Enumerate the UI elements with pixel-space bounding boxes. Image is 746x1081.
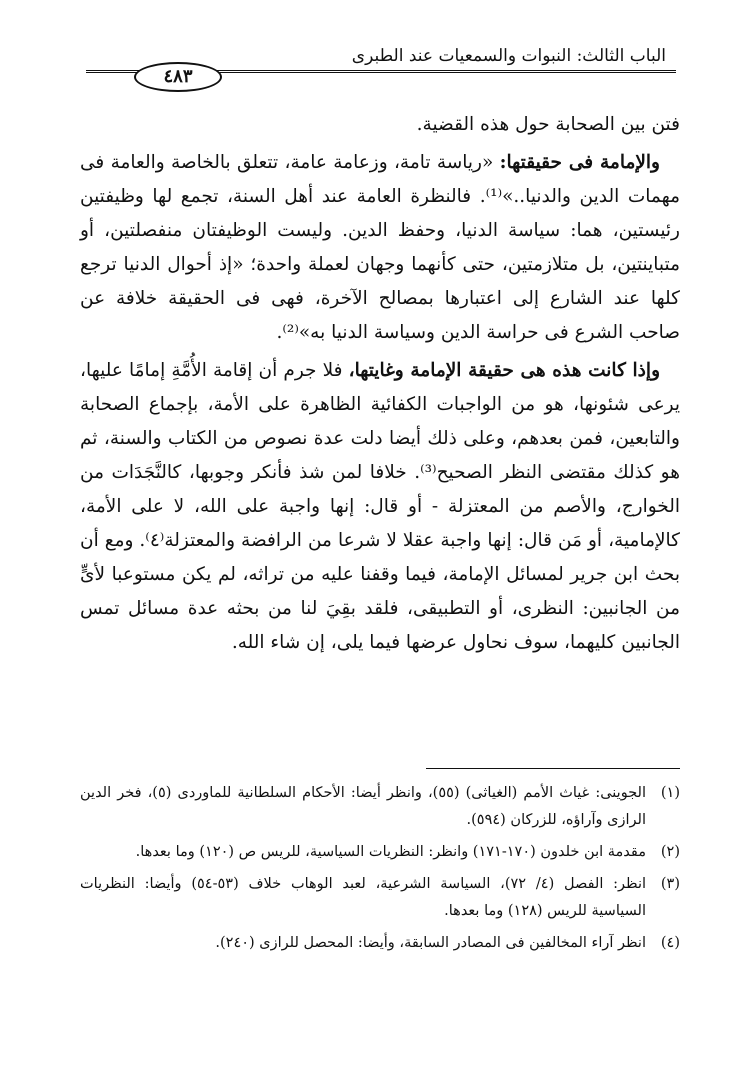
- paragraph-3: [80, 354, 680, 660]
- footnote-4: [80, 930, 680, 957]
- footnote-number: (١): [660, 785, 680, 801]
- paragraph-1: فتن بين الصحابة حول هذه القضية.: [416, 114, 680, 135]
- footnote-3: [80, 871, 680, 925]
- footnote-text: انظر: الفصل (٤/ ٧٢)، السياسة الشرعية، لعبد الوهاب خلاف (٥٣-٥٤) وأيضا: النظريات السياسية للريس (١٢٨) وما بعدها.: [80, 876, 647, 919]
- footnote-text: الجوينى: غياث الأمم (الغياثى) (٥٥)، وانظر أيضا: الأحكام السلطانية للماوردى (٥)، فخر الدين الرازى وآراؤه، للزركان (٥٩٤).: [80, 785, 646, 828]
- footnote-1: [80, 780, 680, 834]
- footnote-number: (٢): [660, 844, 680, 860]
- footnote-2: [80, 839, 680, 866]
- page-header: [86, 42, 676, 92]
- paragraph-3-lead: وإذا كانت هذه هى حقيقة الإمامة وغايتها،: [348, 360, 660, 381]
- paragraph-2-lead: والإمامة فى حقيقتها:: [499, 152, 660, 173]
- paragraph-3-text: فلا جرم أن إقامة الأُمَّةِ إمامًا عليها، يرعى شئونها، هو من الواجبات الكفائية الظاهرة على الأمة، بإجماع الصحابة والتابعين، فمن بعدهم، وعلى ذلك أيضا دلت عدة نصوص من الكتاب والسنة، ثم هو كذلك مقتضى النظر الصحيح⁽³⁾. خلافا لمن شذ فأنكر وجوبها، كالنَّجَدَات من الخوارج، والأصم من المعتزلة - أو قال: إنها واجبة على الله، لا على الأمة، كالإمامية، أو مَن قال: إنها واجبة عقلا لا شرعا من الرافضة والمعتزلة⁽٤⁾. ومع أن بحث ابن جرير لمسائل الإمامة، فيما وقفنا عليه من تراثه، لم يكن مستوعبا لأىٍّ من الجانبين: النظرى، أو التطبيقى، فلقد بقِيَ لنا من بحثه عدة مسائل تمس الجانبين كليهما، سوف نحاول عرضها فيما يلى، إن شاء الله.: [80, 360, 680, 653]
- footnote-number: (٣): [660, 876, 680, 892]
- paragraph-2-text: «رياسة تامة، وزعامة عامة، تتعلق بالخاصة والعامة فى مهمات الدين والدنيا..»⁽¹⁾. فالنظرة العامة عند أهل السنة، تجمع لها وظيفتين رئيستين، هما: سياسة الدنيا، وحفظ الدين. وليست الوظيفتان منفصلتين، أو متباينتين، بل متلازمتين، حتى كأنهما وجهان لعملة واحدة؛ «إذ أحوال الدنيا ترجع كلها عند الشارع إلى اعتبارها بمصالح الآخرة، فهى فى الحقيقة خلافة عن صاحب الشرع فى حراسة الدين وسياسة الدنيا به»⁽²⁾.: [80, 152, 681, 343]
- footnote-number: (٤): [660, 935, 680, 951]
- footnotes: [80, 780, 680, 962]
- chapter-title: الباب الثالث: النبوات والسمعيات عند الطبرى: [351, 46, 666, 66]
- page-number: ٤٨٣: [134, 62, 222, 92]
- main-text: [80, 108, 680, 664]
- footnote-text: انظر آراء المخالفين فى المصادر السابقة، وأيضا: المحصل للرازى (٢٤٠).: [215, 935, 646, 951]
- footnote-rule: [426, 768, 680, 769]
- paragraph-2: [80, 146, 680, 350]
- footnote-text: مقدمة ابن خلدون (١٧٠-١٧١) وانظر: النظريات السياسية، للريس ص (١٢٠) وما بعدها.: [135, 844, 646, 860]
